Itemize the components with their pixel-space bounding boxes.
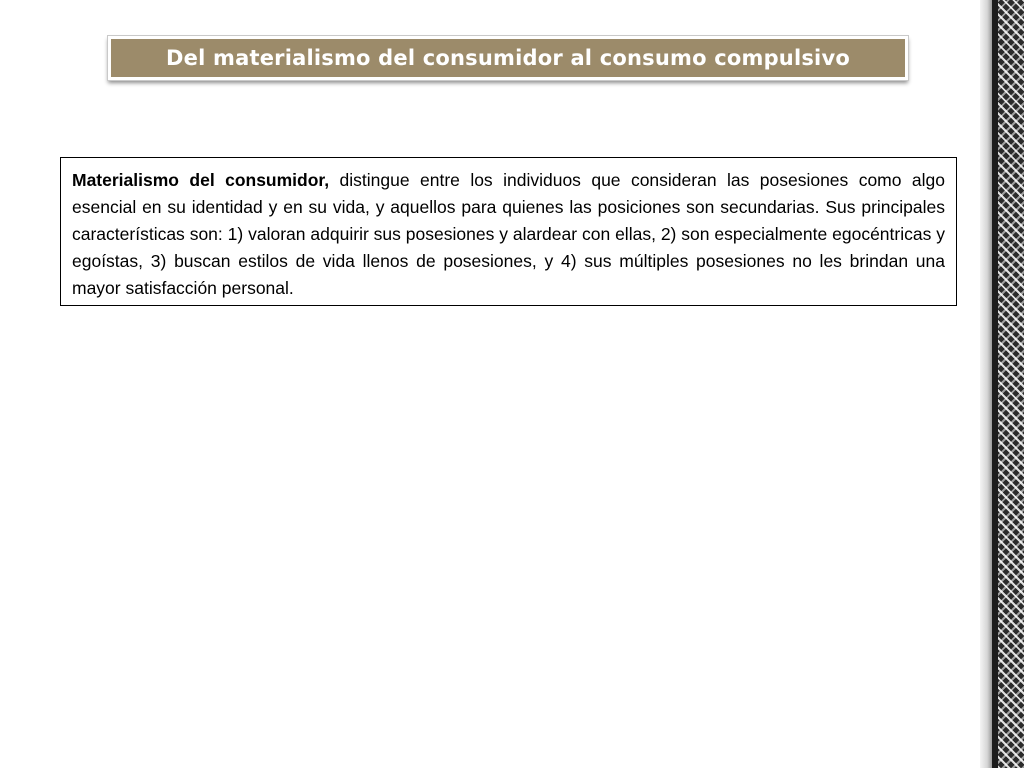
definition-term: Materialismo del consumidor, xyxy=(72,170,330,190)
definition-body: distingue entre los individuos que consideran las posesiones como algo esencial en su identidad y en su vida, y aquellos para quienes las posiciones son secundarias. Sus principales características son: 1) valoran adquirir sus posesiones y alardear con ellas, 2) son especialmente egocéntricas y egoístas, 3) buscan estilos de vida llenos de posesiones, y 4) sus múltiples posesiones no les brindan una mayor satisfacción personal. xyxy=(72,170,945,298)
definition-box xyxy=(60,157,957,306)
slide-edge-shadow xyxy=(980,0,992,768)
definition-paragraph xyxy=(72,167,945,302)
slide-title: Del materialismo del consumidor al consumo compulsivo xyxy=(166,46,850,70)
title-bar xyxy=(108,36,908,80)
textured-side-border xyxy=(998,0,1024,768)
